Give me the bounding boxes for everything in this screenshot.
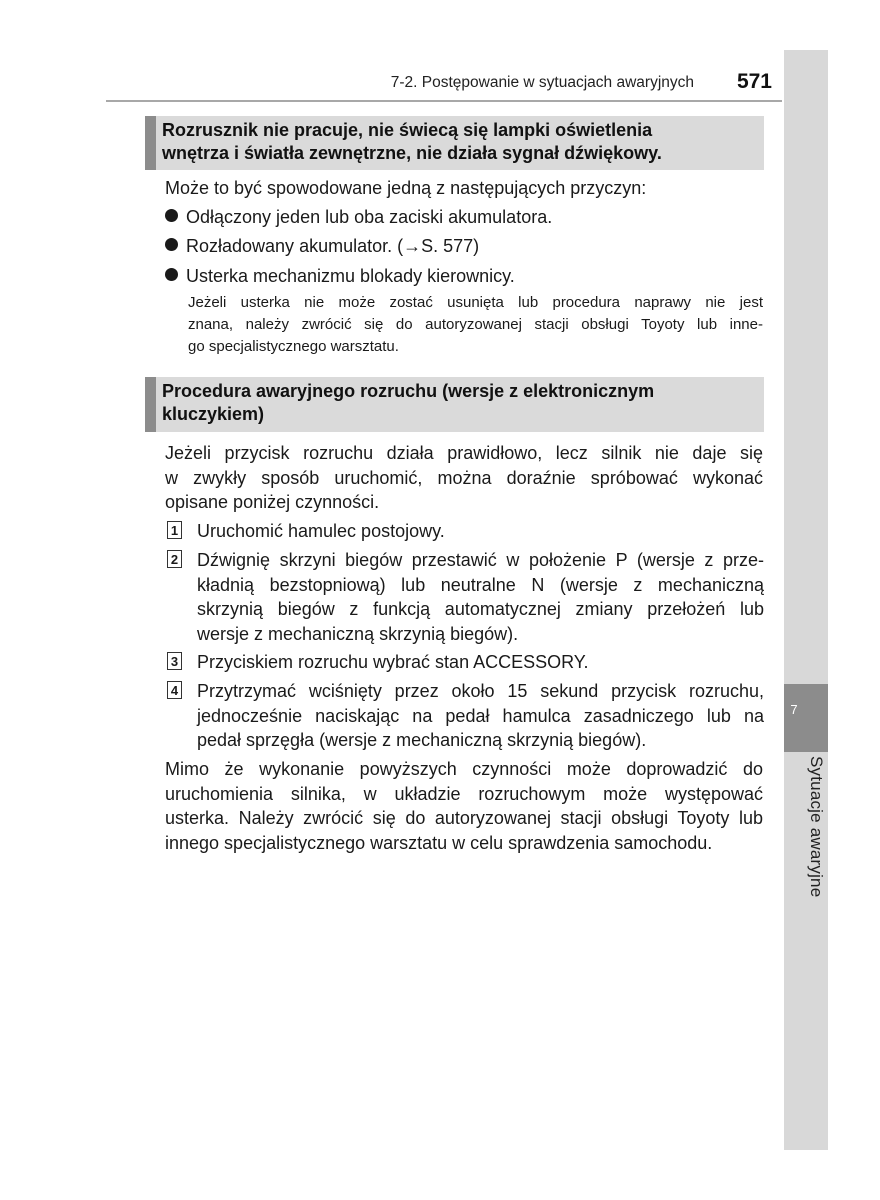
step-line: Uruchomić hamulec postojowy. xyxy=(197,521,445,541)
text-line: uruchomienia silnika, w układzie rozruchowym może występować xyxy=(165,783,763,804)
closing-paragraph xyxy=(165,757,763,855)
heading-line: wnętrza i światła zewnętrzne, nie działa sygnał dźwiękowy. xyxy=(162,143,662,163)
side-tab-label: Sytuacje awaryjne xyxy=(807,756,826,898)
heading-line: Rozrusznik nie pracuje, nie świecą się lampki oświetlenia xyxy=(162,120,653,140)
page-number: 571 xyxy=(736,70,772,93)
bullet-text: Rozładowany akumulator. (→S. 577) xyxy=(186,236,480,256)
bullet-icon xyxy=(165,209,178,222)
side-tab-marker xyxy=(784,684,828,752)
step-line: pedał sprzęgła (wersje z mechaniczną skrzynią biegów). xyxy=(197,730,647,750)
step-line: Dźwignię skrzyni biegów przestawić w położenie P (wersje z prze- xyxy=(197,550,764,570)
step-line: Przyciskiem rozruchu wybrać stan ACCESSORY. xyxy=(197,652,589,672)
side-tab-strip xyxy=(784,50,828,1150)
text-line: Jeżeli przycisk rozruchu działa prawidłowo, lecz silnik nie daje się xyxy=(165,443,763,463)
step-line: skrzynią biegów z funkcją automatycznej zmiany przełożeń lub xyxy=(197,599,764,619)
text-line: innego specjalistycznego warsztatu w celu sprawdzenia samochodu. xyxy=(165,832,713,853)
note-line: go specjalistycznego warsztatu. xyxy=(188,338,399,355)
step-number-box: 4 xyxy=(167,681,182,699)
step-number-box: 2 xyxy=(167,550,182,568)
step-line: Przytrzymać wciśnięty przez około 15 sekund przycisk rozruchu, xyxy=(197,681,764,701)
text-line: usterka. Należy zwrócić się do autoryzowanej stacji obsługi Toyoty lub xyxy=(165,808,763,828)
step-line: kładnią bezstopniową) lub neutralne N (wersje z mechaniczną xyxy=(197,574,764,595)
section-heading-emergency-start xyxy=(145,377,764,432)
bullet-item xyxy=(165,235,763,258)
bullet-text: Odłączony jeden lub oba zaciski akumulatora. xyxy=(186,207,553,227)
step-line: wersje z mechaniczną skrzynią biegów). xyxy=(197,623,519,644)
heading-line: Procedura awaryjnego rozruchu (wersje z elektronicznym xyxy=(162,381,655,401)
side-tab-number: 7 xyxy=(790,702,798,717)
note-line: Jeżeli usterka nie może zostać usunięta lub procedura naprawy nie jest xyxy=(188,294,763,311)
bullet-text: Usterka mechanizmu blokady kierownicy. xyxy=(186,266,515,286)
section-heading-starter xyxy=(145,116,764,170)
bullet-item xyxy=(165,265,763,288)
text-line: Mimo że wykonanie powyższych czynności może doprowadzić do xyxy=(165,759,763,779)
bullet-icon xyxy=(165,268,178,281)
step-line: jednocześnie naciskając na pedał hamulca zasadniczego lub na xyxy=(197,705,764,726)
text-line: w zwykły sposób uruchomić, można doraźnie spróbować wykonać xyxy=(165,467,763,488)
intro-text: Może to być spowodowane jedną z następujących przyczyn: xyxy=(165,178,647,198)
step-number-box: 1 xyxy=(167,521,182,539)
note-line: znana, należy zwrócić się do autoryzowanej stacji obsługi Toyoty lub inne- xyxy=(188,316,763,333)
bullet-icon xyxy=(165,238,178,251)
step-number-box: 3 xyxy=(167,652,182,670)
intro-paragraph xyxy=(165,441,763,515)
bullet-item xyxy=(165,206,763,229)
header-rule xyxy=(106,100,782,102)
header-section-title: 7-2. Postępowanie w sytuacjach awaryjnych xyxy=(390,74,694,91)
text-line: opisane poniżej czynności. xyxy=(165,492,380,512)
note-text xyxy=(188,292,763,358)
heading-line: kluczykiem) xyxy=(162,404,265,424)
